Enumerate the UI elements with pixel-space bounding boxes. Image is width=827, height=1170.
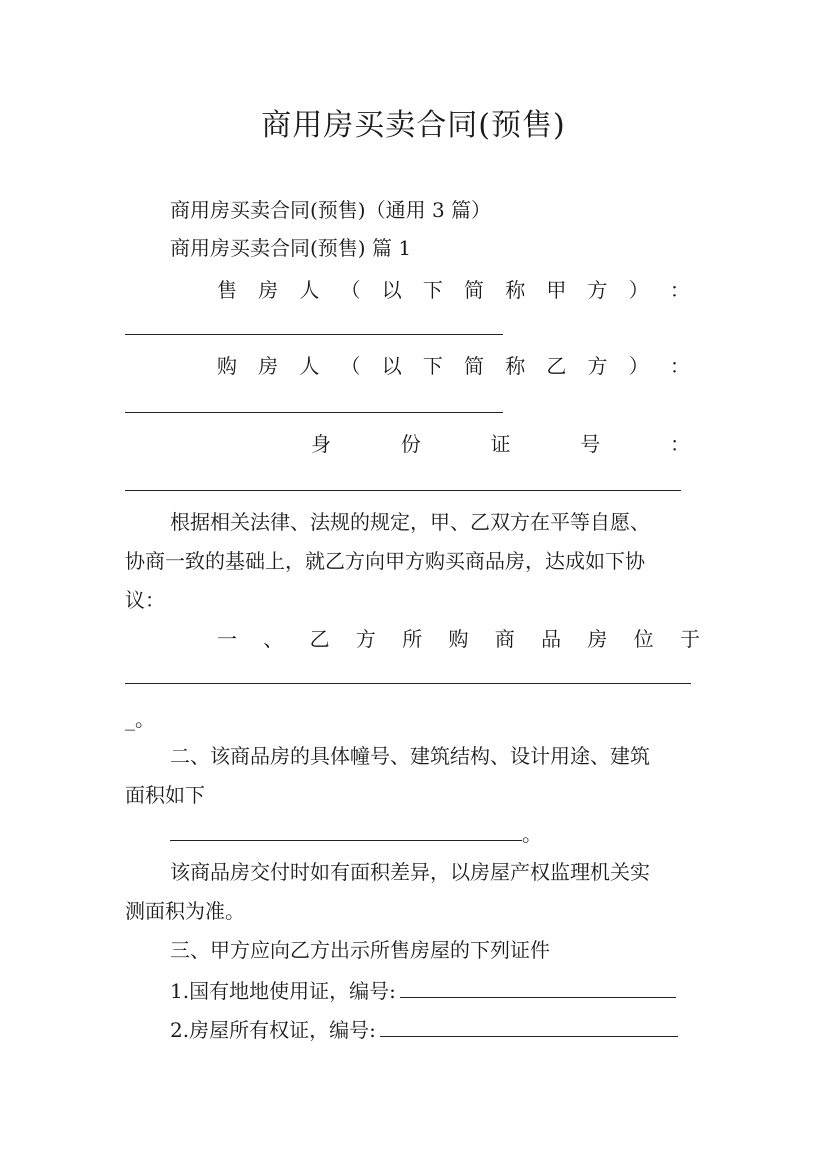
document-title: 商用房买卖合同(预售) xyxy=(261,108,566,143)
id-label: 身 份 证 号 ： xyxy=(311,432,690,456)
area-line2: 测面积为准。 xyxy=(125,899,245,923)
clause1-tail: _。 xyxy=(125,707,155,731)
seller-label: 售 房 人 （ 以 下 简 称 甲 方 ） ： xyxy=(217,278,690,302)
item1-label: 1.国有地地使用证，编号: xyxy=(170,979,396,1003)
intro-line: 商用房买卖合同(预售)（通用 3 篇） xyxy=(170,198,492,222)
part-heading: 商用房买卖合同(预售) 篇 1 xyxy=(170,236,412,260)
clause1-label: 一 、 乙 方 所 购 商 品 房 位 于 xyxy=(217,627,700,651)
buyer-label: 购 房 人 （ 以 下 简 称 乙 方 ） ： xyxy=(217,354,690,378)
clause2-line2: 面积如下 xyxy=(125,783,205,807)
seller-blank xyxy=(125,334,503,335)
clause2-end: 。 xyxy=(522,822,542,846)
para-basis-line2: 协商一致的基础上，就乙方向甲方购买商品房，达成如下协 xyxy=(125,549,645,573)
area-line1: 该商品房交付时如有面积差异，以房屋产权监理机关实 xyxy=(170,860,650,884)
clause2-blank xyxy=(170,822,522,841)
para-basis-line3: 议： xyxy=(125,588,165,612)
clause2-blank-line xyxy=(170,822,542,844)
id-blank xyxy=(125,490,681,491)
item1-blank xyxy=(400,979,676,998)
clause1-blank xyxy=(125,683,691,684)
clause2-line1: 二、该商品房的具体幢号、建筑结构、设计用途、建筑 xyxy=(170,744,650,768)
item1-line xyxy=(170,979,676,1001)
clause3-heading: 三、甲方应向乙方出示所售房屋的下列证件 xyxy=(170,938,550,962)
item2-line xyxy=(170,1018,678,1040)
para-basis-line1: 根据相关法律、法规的规定，甲、乙双方在平等自愿、 xyxy=(170,510,650,534)
buyer-blank xyxy=(125,412,503,413)
item2-blank xyxy=(380,1018,678,1037)
item2-label: 2.房屋所有权证，编号: xyxy=(170,1018,376,1042)
